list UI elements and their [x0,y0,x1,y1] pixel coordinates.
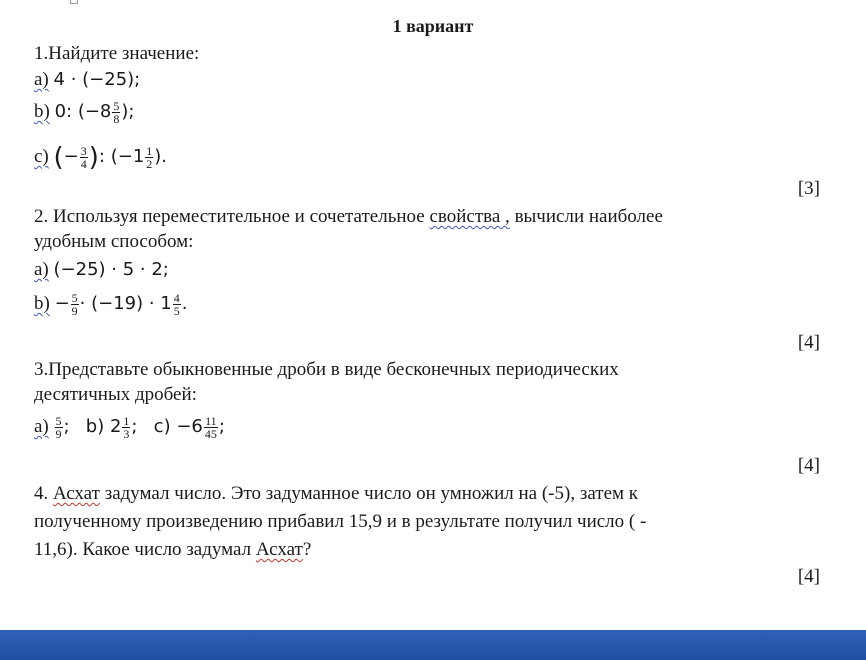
q4-line-1: 4. Асхат задумал число. Это задуманное число он умножил на (-5), затем к [34,483,639,504]
q4-line-3: 11,6). Какое число задумал Асхат? [34,539,312,560]
q3-c-fraction: $\frac{11}{45}$ [204,414,217,442]
q2-item-b: b) − $\frac{5}{9}$ · (−19) · 1 $\frac{4}{5}$ . [34,291,188,319]
q3-line-1: 3.Представьте обыкновенные дроби в виде бесконечных периодических [34,359,619,380]
q2-line-1: 2. Используя переместительное и сочетательное свойства , вычисли наиболее [34,206,663,227]
q1-b-pre: 0: (−8 [54,101,112,122]
q2-link-word: свойства , [429,206,510,227]
q1-b-fraction: $\frac{5}{8}$ [113,99,120,127]
q3-line-2: десятичных дробей: [34,384,197,405]
q1-item-b [34,100,134,125]
q3-a-fraction: $\frac{5}{9}$ [55,414,62,442]
page-corner-mark [70,0,78,4]
q1-a-label: a) [34,69,49,90]
q4-name-2: Асхат [255,539,303,560]
q1-c-label: c) [34,146,49,167]
q1-b-label: b) [34,101,50,122]
q3-a-label: a) [34,416,49,437]
q2-a-expr: (−25) · 5 · 2; [53,259,169,280]
q1-c-mid: : (−1 [98,146,145,167]
q1-a-expr: 4 · (−25); [53,69,141,90]
q1-item-c: c) (− $\frac{3}{4}$ ): (−1 $\frac{1}{2}$ ). [34,142,168,173]
q2-a-label: a) [34,259,49,280]
q2-b-fraction-1: $\frac{5}{9}$ [71,291,78,319]
q1-b-post: ); [121,101,135,122]
q4-score: [4] [797,566,820,587]
q2-line-2: удобным способом: [34,231,194,252]
q1-heading: 1.Найдите значение: [34,43,200,64]
q3-b-label: b) 2 [85,416,122,437]
q1-c-fraction-2: $\frac{1}{2}$ [146,144,153,172]
q2-item-a [34,258,169,282]
q1-item-a [34,68,140,92]
q1-score: [3] [797,178,820,199]
q4-line-2: полученному произведению прибавил 15,9 и в результате получил число ( - [34,511,647,532]
q3-c-label: c) −6 [153,416,203,437]
q2-b-mid: · (−19) · 1 [79,293,172,314]
q1-c-fraction-1: $\frac{3}{4}$ [80,144,87,172]
q2-b-label: b) [34,293,50,314]
q3-b-fraction: $\frac{1}{3}$ [123,414,130,442]
q1-c-post: ). [154,146,168,167]
q3-score: [4] [797,455,820,476]
variant-title: 1 вариант [392,16,474,36]
q3-items: a) $\frac{5}{9}$ ; b) 2 $\frac{1}{3}$ ; c) −6 $\frac{11}{45}$ ; [34,414,225,442]
q4-name: Асхат [53,483,100,504]
q2-b-fraction-2: $\frac{4}{5}$ [173,291,180,319]
q2-score: [4] [797,332,820,353]
taskbar [0,630,866,660]
